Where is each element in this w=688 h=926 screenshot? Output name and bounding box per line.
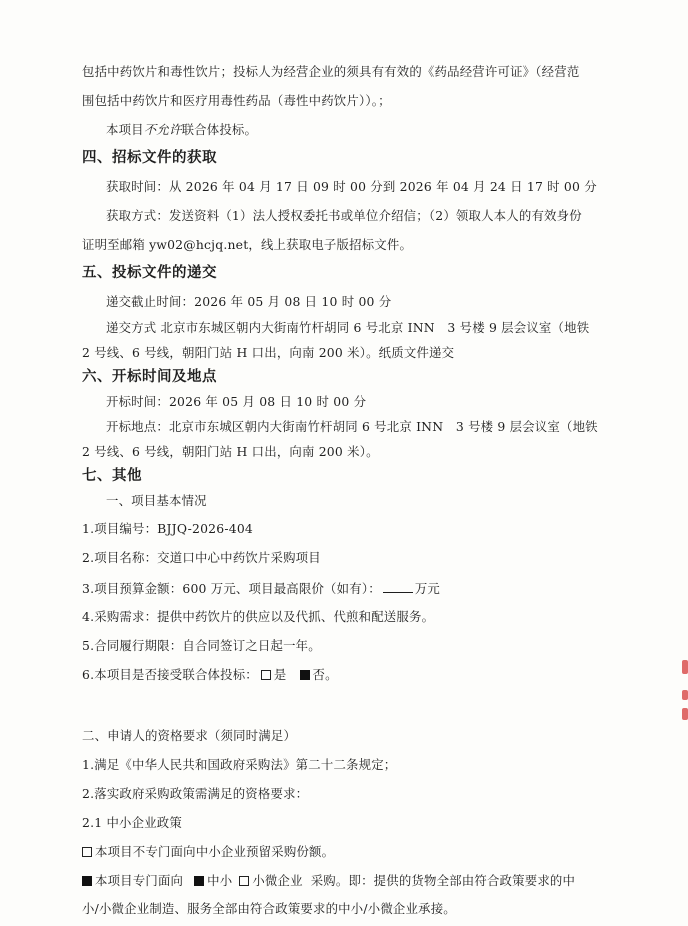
list-item: 4.采购需求：提供中药饮片的供应以及代抓、代煎和配送服务。 — [82, 609, 435, 624]
section-heading: 五、投标文件的递交 — [82, 265, 217, 281]
text-fragment: 小微企业 — [252, 873, 303, 888]
subsection-heading: 一、项目基本情况 — [106, 493, 207, 508]
text-line: 获取方式：发送资料（1）法人授权委托书或单位介绍信；（2）领取人本人的有效身份 — [106, 208, 582, 223]
text-line: 获取时间：从 2026 年 04 月 17 日 09 时 00 分到 2026 年 04 月 24 日 17 时 00 分 — [106, 179, 597, 194]
text-line: 开标时间：2026 年 05 月 08 日 10 时 00 分 — [106, 394, 367, 409]
text-line: 开标地点：北京市东城区朝内大街南竹杆胡同 6 号北京 INN 3 号楼 9 层会议室（地铁 — [106, 419, 598, 434]
list-item: 1.项目编号：BJJQ-2026-404 — [82, 521, 253, 536]
blank-underline — [383, 580, 413, 593]
micro-checkbox — [239, 876, 249, 886]
not-dedicated-checkbox — [82, 847, 92, 857]
text-fragment: 采购。即：提供的货物全部由符合政策要求的中 — [310, 873, 576, 888]
dedicated-checkbox — [82, 876, 92, 886]
text-fragment: 中小 — [207, 873, 233, 888]
stamp-edge-mark — [682, 660, 688, 674]
text-fragment: 6.本项目是否接受联合体投标： — [82, 667, 258, 682]
text-line: 2 号线、6 号线，朝阳门站 H 口出，向南 200 米）。 — [82, 444, 379, 459]
sme-checkbox — [194, 876, 204, 886]
text-fragment: 3.项目预算金额：600 万元、项目最高限价（如有）： — [82, 581, 381, 596]
list-item — [82, 873, 575, 889]
text-fragment: 是 — [273, 667, 287, 682]
list-item: 5.合同履行期限：自合同签订之日起一年。 — [82, 638, 321, 653]
text-line: 2 号线、6 号线，朝阳门站 H 口出，向南 200 米）。纸质文件递交 — [82, 345, 455, 360]
list-item — [82, 844, 334, 860]
text-fragment: 本项目 — [106, 122, 144, 137]
list-item: 2.1 中小企业政策 — [82, 815, 182, 830]
list-item: 1.满足《中华人民共和国政府采购法》第二十二条规定； — [82, 757, 397, 772]
section-heading: 七、其他 — [82, 468, 142, 484]
text-line: 递交方式 北京市东城区朝内大街南竹杆胡同 6 号北京 INN 3 号楼 9 层会议室（地铁 — [106, 320, 590, 335]
subsection-heading: 二、申请人的资格要求（须同时满足） — [82, 728, 297, 743]
stamp-edge-mark — [682, 708, 688, 720]
stamp-edge-mark — [682, 690, 688, 700]
text-fragment: 联合体投标。 — [181, 122, 258, 137]
text-line: 包括中药饮片和毒性饮片；投标人为经营企业的须具有有效的《药品经营许可证》（经营范 — [82, 64, 580, 79]
section-heading: 六、开标时间及地点 — [82, 369, 217, 385]
text-fragment: 否。 — [312, 667, 338, 682]
text-line: 证明至邮箱 yw02@hcjq.net，线上获取电子版招标文件。 — [82, 237, 413, 252]
section-heading: 四、招标文件的获取 — [82, 150, 217, 166]
text-fragment: 万元 — [414, 581, 441, 596]
list-item: 小/小微企业制造、服务全部由符合政策要求的中小/小微企业承接。 — [82, 901, 456, 916]
list-item: 2.项目名称：交道口中心中药饮片采购项目 — [82, 550, 321, 565]
text-line: 递交截止时间：2026 年 05 月 08 日 10 时 00 分 — [106, 294, 392, 309]
text-line: 围包括中药饮片和医疗用毒性药品（毒性中药饮片））。； — [82, 93, 391, 108]
consortium-no-checkbox — [300, 670, 310, 680]
list-item — [82, 667, 338, 683]
consortium-yes-checkbox — [261, 670, 271, 680]
text-fragment: 本项目专门面向 — [95, 873, 184, 888]
text-fragment: 本项目不专门面向中小企业预留采购份额。 — [95, 844, 335, 859]
text-line — [106, 122, 257, 138]
italic-text: 不允许 — [143, 122, 182, 137]
list-item: 2.落实政府采购政策需满足的资格要求： — [82, 786, 309, 801]
list-item — [82, 580, 440, 597]
